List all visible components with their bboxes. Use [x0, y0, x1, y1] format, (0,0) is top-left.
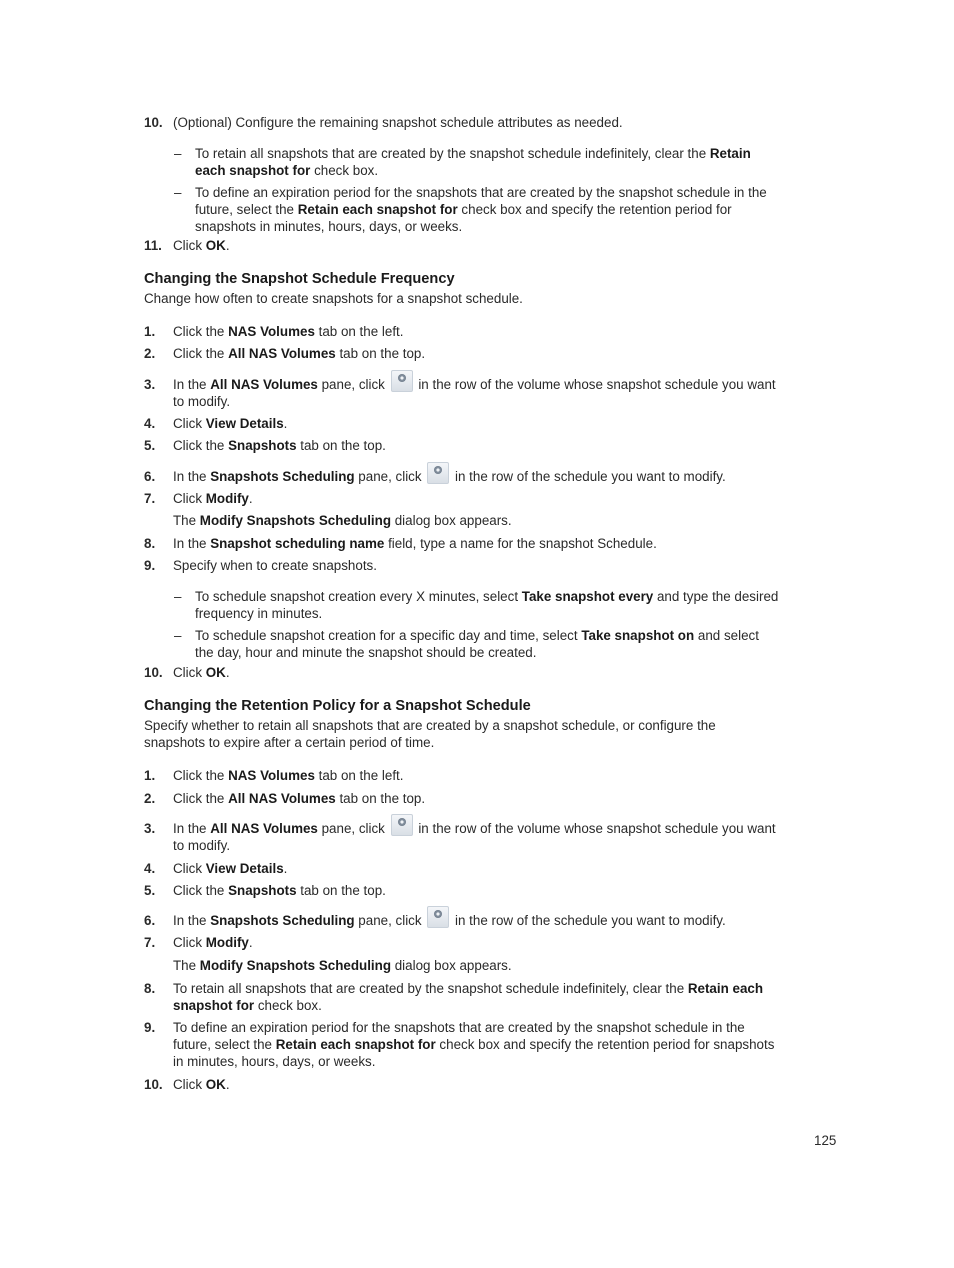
section-heading-retention: Changing the Retention Policy for a Snapshot Schedule [144, 698, 531, 714]
gear-icon[interactable] [427, 906, 449, 928]
gear-icon[interactable] [391, 814, 413, 836]
section-heading-frequency: Changing the Snapshot Schedule Frequency [144, 271, 455, 287]
page-number: 125 [814, 1133, 837, 1148]
section-intro: Specify whether to retain all snapshots that are created by a snapshot schedule, or configure the snapshots to expire after a certain period of time. [144, 718, 716, 750]
gear-icon[interactable] [427, 462, 449, 484]
gear-icon[interactable] [391, 370, 413, 392]
section-intro: Change how often to create snapshots for a snapshot schedule. [144, 291, 523, 306]
